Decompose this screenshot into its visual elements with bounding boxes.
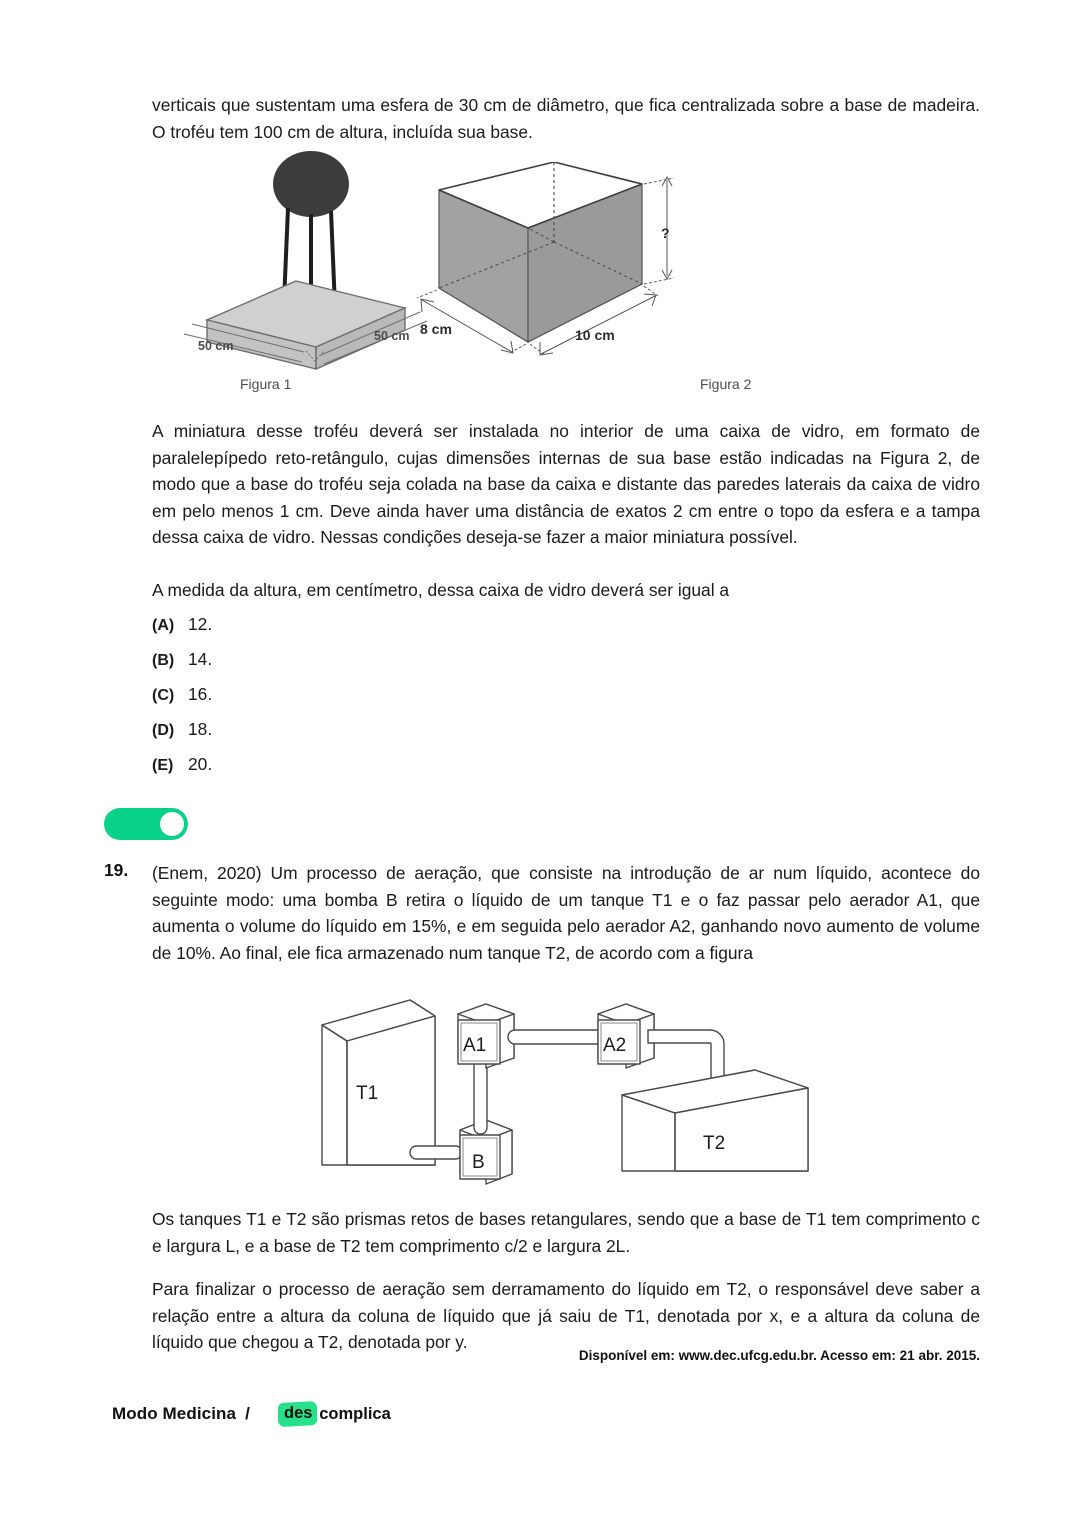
body-paragraph: A miniatura desse troféu deverá ser instalada no interior de uma caixa de vidro, em formato de paralelepípedo reto-retângulo, cujas dimensões internas de sua base estão indicadas na Figura 2, de modo que a base do troféu seja colada na base da caixa e distante das paredes laterais da caixa de vidro em pelo menos 1 cm. Deve ainda haver uma distância de exatos 2 cm entre o topo da esfera e a tampa dessa caixa de vidro. Nessas condições deseja-se fazer a maior miniatura possível. <box>152 421 980 547</box>
question-19-statement: (Enem, 2020) Um processo de aeração, que consiste na introdução de ar num líquido, acontece do seguinte modo: uma bomba B retira o líquido de um tanque T1 e o faz passar pelo aerador A1, que aumenta o volume do líquido em 15%, e em seguida pelo aerador A2, ganhando novo aumento de volume de 10%. Ao final, ele fica armazenado num tanque T2, de acordo com a figura <box>152 863 980 963</box>
box-right-wall <box>528 184 642 342</box>
section-toggle-switch[interactable] <box>104 808 188 840</box>
option-e-text: 20. <box>188 754 213 774</box>
option-c-text: 16. <box>188 684 213 704</box>
option-e[interactable] <box>152 753 652 777</box>
option-e-letter: (E) <box>152 757 174 774</box>
dim-guide-8cm-a <box>417 290 437 298</box>
logo-chip-text: des <box>283 1404 313 1423</box>
question-19-paragraph-1: Os tanques T1 e T2 são prismas retos de bases retangulares, sendo que a base de T1 tem comprimento c e largura L, e a base de T2 tem comprimento c/2 e largura 2L. <box>152 1209 980 1256</box>
option-a[interactable] <box>152 613 652 637</box>
descomplica-logo[interactable] <box>278 1400 391 1428</box>
dim-guide-bottom <box>644 278 674 284</box>
option-a-text: 12. <box>188 614 213 634</box>
box-left-wall <box>439 190 528 342</box>
aerator-a2-label: A2 <box>603 1035 627 1056</box>
option-d[interactable] <box>152 718 652 742</box>
figure-2-label-height: ? <box>661 225 670 241</box>
pipe-a1-to-a2 <box>508 1030 608 1044</box>
option-d-letter: (D) <box>152 722 175 739</box>
question-stem: A medida da altura, em centímetro, dessa caixa de vidro deverá ser igual a <box>152 580 730 600</box>
aeration-process-diagram <box>300 978 830 1190</box>
figure-2-label-depth: 8 cm <box>420 321 452 337</box>
pipe-pump-to-a1 <box>474 1060 487 1134</box>
toggle-knob <box>158 810 186 838</box>
option-c-letter: (C) <box>152 687 175 704</box>
figure-2-caption: Figura 2 <box>700 376 752 392</box>
option-a-letter: (A) <box>152 617 175 634</box>
footer-brand-label: Modo Medicina <box>112 1404 237 1423</box>
option-b[interactable] <box>152 648 652 672</box>
page-footer <box>112 1400 391 1428</box>
figure-1-caption: Figura 1 <box>240 376 292 392</box>
source-attribution: Disponível em: www.dec.ufcg.edu.br. Acesso em: 21 abr. 2015. <box>578 1348 980 1363</box>
logo-rest-text: complica <box>319 1404 391 1423</box>
footer-separator: / <box>245 1404 250 1423</box>
logo-chip-shape <box>278 1401 317 1427</box>
figure-2-label-width: 10 cm <box>575 327 615 343</box>
pump-b-label: B <box>472 1152 485 1173</box>
tank-t2-label: T2 <box>703 1133 726 1154</box>
intro-paragraph: verticais que sustentam uma esfera de 30 cm de diâmetro, que fica centralizada sobre a base de madeira. O troféu tem 100 cm de altura, incluída sua base. <box>152 95 980 142</box>
option-b-letter: (B) <box>152 652 175 669</box>
aeration-diagram-svg <box>300 978 830 1190</box>
question-19-paragraph-2: Para finalizar o processo de aeração sem derramamento do líquido em T2, o responsável deve saber a relação entre a altura da coluna de líquido que já saiu de T1, denotada por x, e a altura da coluna de líquido que chegou a T2, denotada por y. <box>152 1279 980 1352</box>
figure-2-glass-box <box>412 162 702 400</box>
option-d-text: 18. <box>188 719 213 739</box>
box-top-rim-back <box>439 162 642 190</box>
question-19-number: 19. <box>104 860 129 880</box>
figure-1-label-left: 50 cm <box>198 339 234 353</box>
option-b-text: 14. <box>188 649 213 669</box>
aerator-a1-label: A1 <box>463 1035 487 1056</box>
figure-1-label-right: 50 cm <box>374 329 410 343</box>
tank-t1-label: T1 <box>356 1083 379 1104</box>
dim-arrow-10cm-b <box>644 294 656 306</box>
figures-row <box>152 148 980 400</box>
sphere-shape <box>273 151 349 217</box>
pipe-t1-to-pump <box>410 1146 462 1159</box>
option-c[interactable] <box>152 683 652 707</box>
